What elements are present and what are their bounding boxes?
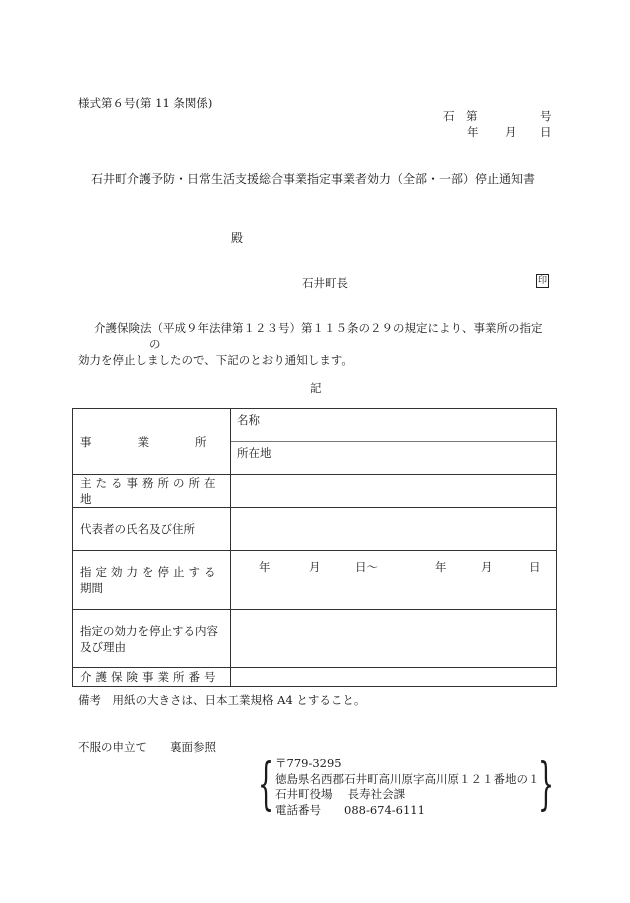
period-end-year: 年	[435, 560, 447, 574]
table-row-main-office	[73, 475, 557, 508]
brace-left: {	[258, 752, 275, 817]
issuer: 石井町長	[302, 276, 348, 290]
contact-postal: 〒779-3295	[275, 756, 342, 770]
date-year: 年	[467, 125, 479, 139]
period-start-month: 月	[309, 560, 321, 574]
contact-office: 石井町役場 長寿社会課	[275, 787, 406, 801]
representative-label: 代表者の氏名及び住所	[73, 508, 231, 551]
period-field[interactable]	[231, 551, 557, 610]
date-day: 日	[540, 125, 552, 139]
main-office-label: 主たる事務所の所在地	[73, 475, 231, 508]
period-end-day: 日	[529, 560, 541, 574]
content-label-line-1: 指定の効力を停止する内容	[80, 623, 218, 638]
addressee-honorific: 殿	[231, 231, 244, 245]
office-number-field[interactable]	[231, 668, 557, 687]
office-inner-table	[231, 409, 556, 474]
content-field[interactable]	[231, 610, 557, 668]
period-start-day: 日〜	[355, 560, 378, 574]
contact-address: 徳島県名西郡石井町高川原字高川原１２１番地の１	[275, 771, 540, 786]
seal-mark: 印	[537, 276, 547, 286]
document-title: 石井町介護予防・日常生活支援総合事業指定事業者効力（全部・一部）停止通知書	[91, 172, 536, 186]
brace-right: }	[538, 752, 555, 817]
form-number: 様式第６号(第 11 条関係)	[78, 96, 213, 110]
contact-phone: 電話番号 088-674-6111	[275, 802, 425, 817]
office-label: 事 業 所	[73, 409, 231, 475]
office-cell	[231, 409, 557, 475]
body-line-1: 介護保険法（平成９年法律第１２３号）第１１５条の２９の規定により、事業所の指定	[94, 321, 543, 335]
content-label-line-2: 及び理由	[80, 639, 126, 654]
table-row-content	[73, 610, 557, 668]
period-start-year: 年	[259, 560, 271, 574]
reference-number-suffix: 号	[540, 109, 552, 123]
main-office-field[interactable]	[231, 475, 557, 508]
table-row-number	[73, 668, 557, 687]
table-row-representative	[73, 508, 557, 551]
objection-note: 不服の申立て 裏面参照	[78, 740, 216, 754]
body-wrap: の	[149, 337, 161, 351]
reference-number-label: 石 第	[443, 109, 478, 123]
office-name-field[interactable]: 名称	[231, 409, 556, 442]
ki-heading: 記	[310, 381, 322, 395]
table-row-office	[73, 409, 557, 475]
period-label-line-2: 期間	[80, 581, 103, 595]
period-label-line-1: 指定効力を停止する	[80, 565, 220, 579]
contact-block	[275, 756, 540, 818]
period-label	[73, 551, 231, 610]
detail-table	[72, 408, 557, 687]
table-row-period	[73, 551, 557, 610]
period-end-month: 月	[481, 560, 493, 574]
remark: 備考 用紙の大きさは、日本工業規格 A4 とすること。	[78, 693, 366, 707]
content-label	[73, 610, 231, 668]
office-address-field[interactable]: 所在地	[237, 446, 272, 460]
office-number-label: 介護保険事業所番号	[73, 668, 231, 687]
representative-field[interactable]	[231, 508, 557, 551]
date-month: 月	[505, 125, 517, 139]
body-line-2: 効力を停止しましたので、下記のとおり通知します。	[78, 353, 353, 367]
